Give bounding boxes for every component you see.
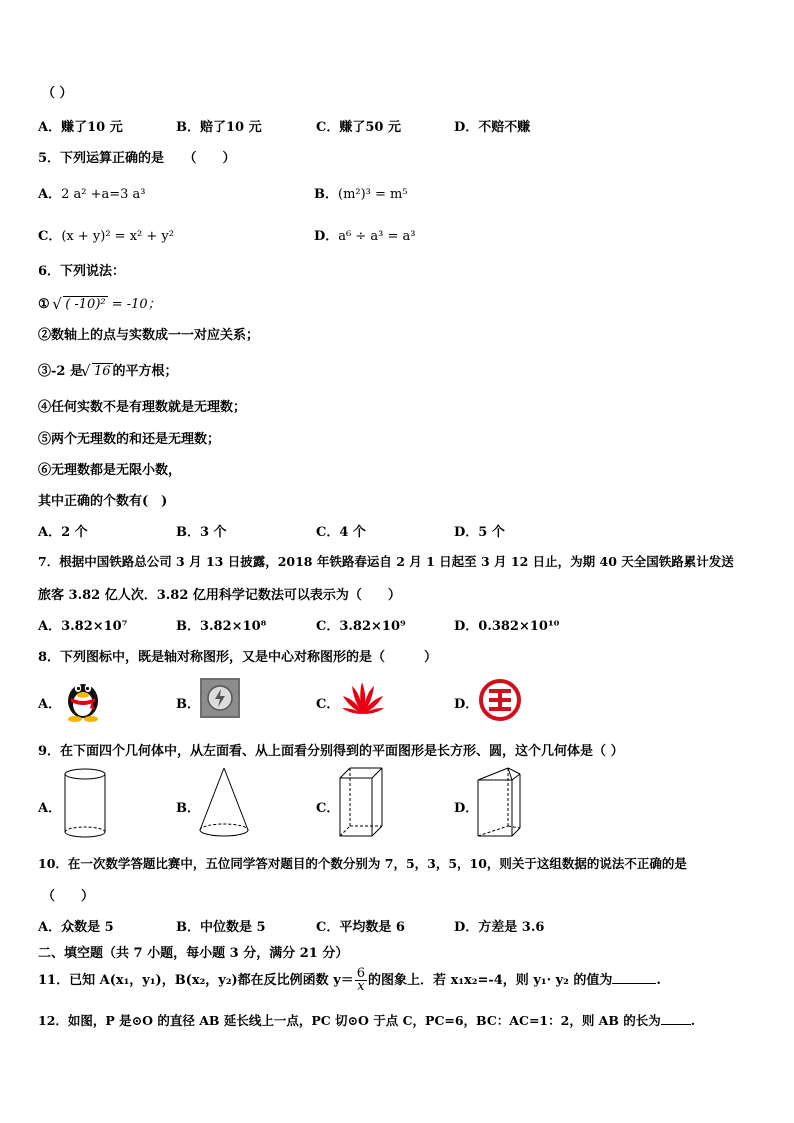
- q4-option-c[interactable]: C．赚了50 元: [316, 120, 401, 135]
- q9-option-c[interactable]: C．: [316, 801, 340, 816]
- q5-option-b-label: B．: [314, 187, 338, 202]
- q6-item-3-radical: [83, 364, 113, 379]
- q5-option-a[interactable]: [38, 183, 146, 202]
- q12-text: 12．如图，P 是⊙O 的直径 AB 延长线上一点，PC 切⊙O 于点 C，PC=6，BC：AC=1：2，则 AB 的长为: [38, 1013, 661, 1028]
- q5-option-a-label: A．: [38, 187, 62, 202]
- q6-item-3-head: ③-2 是: [38, 364, 83, 379]
- q7-option-b[interactable]: B．3.82×10⁸: [176, 619, 267, 634]
- q10-stem-line-2: （ ）: [42, 889, 95, 904]
- q11-tail: 的图象上．若 x₁x₂=-4，则 y₁· y₂ 的值为: [368, 973, 613, 988]
- q6-item-1-mark: ①: [38, 297, 50, 312]
- icbc-logo-icon: [478, 678, 522, 722]
- q9-option-d[interactable]: D．: [454, 801, 479, 816]
- q11-answer-blank[interactable]: [612, 971, 656, 984]
- q6-item-1-radical: [54, 297, 107, 312]
- q6-item-6: ⑥无理数都是无限小数，: [38, 463, 182, 478]
- q11-stem: [38, 968, 661, 993]
- q6-option-a[interactable]: A．2 个: [38, 525, 88, 540]
- power-button-icon: [200, 678, 240, 718]
- q5-option-d-label: D．: [314, 229, 339, 244]
- q6-option-d[interactable]: D．5 个: [454, 525, 505, 540]
- q10-option-b[interactable]: B．中位数是 5: [176, 920, 266, 935]
- q10-option-a[interactable]: A．众数是 5: [38, 920, 114, 935]
- q5-option-d-expr: a⁶ ÷ a³ = a³: [338, 229, 416, 244]
- q5-stem: 5．下列运算正确的是 （ ）: [38, 151, 236, 166]
- q10-option-d[interactable]: D．方差是 3.6: [454, 920, 545, 935]
- q5-option-c-label: C．: [38, 229, 62, 244]
- cone-icon: [196, 766, 252, 842]
- q6-item-3-tail: 的平方根；: [112, 364, 178, 379]
- q6-option-c[interactable]: C．4 个: [316, 525, 366, 540]
- q8-option-b[interactable]: B．: [176, 697, 200, 712]
- q7-option-c[interactable]: C．3.82×10⁹: [316, 619, 406, 634]
- q5-option-b[interactable]: [314, 183, 408, 202]
- q12-end: .: [690, 1013, 696, 1028]
- q5-option-a-expr: 2 a² +a=3 a³: [61, 187, 146, 202]
- q6-item-5: ⑤两个无理数的和还是无理数；: [38, 432, 221, 447]
- q9-option-a[interactable]: A．: [38, 801, 62, 816]
- huawei-logo-icon: [340, 680, 386, 716]
- q6-stem: 6．下列说法：: [38, 264, 126, 279]
- q9-stem: 9．在下面四个几何体中，从左面看、从上面看分别得到的平面图形是长方形、圆，这个几何体是（ ）: [38, 744, 624, 759]
- q4-option-b[interactable]: B．赔了10 元: [176, 120, 262, 135]
- q8-option-c[interactable]: C．: [316, 697, 340, 712]
- q9-option-b[interactable]: B．: [176, 801, 200, 816]
- q6-option-b[interactable]: B．3 个: [176, 525, 227, 540]
- q12-answer-blank[interactable]: [661, 1012, 691, 1025]
- q6-item-2: ②数轴上的点与实数成一一对应关系；: [38, 328, 260, 343]
- q5-option-d[interactable]: [314, 225, 415, 244]
- q11-fraction: [355, 968, 367, 993]
- q8-option-a[interactable]: A．: [38, 697, 62, 712]
- q7-stem-line-2: 旅客 3.82 亿人次．3.82 亿用科学记数法可以表示为（ ）: [38, 588, 401, 603]
- q11-fraction-numerator: 6: [356, 966, 366, 981]
- rectangular-prism-icon: [336, 766, 386, 840]
- q5-option-c-expr: (x + y)² = x² + y²: [61, 229, 174, 244]
- triangular-prism-icon: [474, 766, 526, 840]
- q7-option-d[interactable]: D．0.382×10¹⁰: [454, 619, 560, 634]
- q10-option-c[interactable]: C．平均数是 6: [316, 920, 405, 935]
- q5-option-c[interactable]: [38, 225, 174, 244]
- q7-stem-line-1: 7．根据中国铁路总公司 3 月 13 日披露，2018 年铁路春运自 2 月 1 日起至 3 月 12 日止，为期 40 天全国铁路累计发送: [38, 554, 734, 569]
- q10-stem-line-1: 10．在一次数学答题比赛中，五位同学答对题目的个数分别为 7，5，3，5，10，则关于这组数据的说法不正确的是: [38, 856, 687, 871]
- cylinder-icon: [60, 766, 110, 842]
- q4-option-d[interactable]: D．不赔不赚: [454, 120, 531, 135]
- q11-head: 11．已知 A(x₁，y₁)，B(x₂，y₂)都在反比例函数 y＝: [38, 973, 354, 988]
- q6-item-1-radicand: ( -10)²: [65, 297, 106, 312]
- q6-item-4: ④任何实数不是有理数就是无理数；: [38, 400, 247, 415]
- q6-question: 其中正确的个数有( ): [38, 494, 168, 509]
- q6-item-1-tail: = -10；: [107, 297, 161, 312]
- q12-stem: [38, 1011, 695, 1029]
- q11-end: .: [656, 973, 661, 988]
- q4-option-a[interactable]: A．赚了10 元: [38, 120, 123, 135]
- qq-penguin-icon: [62, 674, 104, 722]
- q7-option-a[interactable]: A．3.82×10⁷: [38, 619, 128, 634]
- q4-paren: （ ）: [42, 86, 73, 101]
- q8-stem: 8．下列图标中，既是轴对称图形，又是中心对称图形的是（ ）: [38, 650, 438, 665]
- q8-option-d[interactable]: D．: [454, 697, 479, 712]
- q6-item-1: [38, 293, 161, 312]
- q6-item-3-radicand: 16: [93, 364, 111, 379]
- q11-fraction-denominator: x: [357, 979, 365, 994]
- q6-item-3: [38, 360, 178, 379]
- section-2-title: 二、填空题（共 7 小题，每小题 3 分，满分 21 分）: [38, 946, 349, 961]
- q5-option-b-expr: (m²)³ = m⁵: [338, 187, 408, 202]
